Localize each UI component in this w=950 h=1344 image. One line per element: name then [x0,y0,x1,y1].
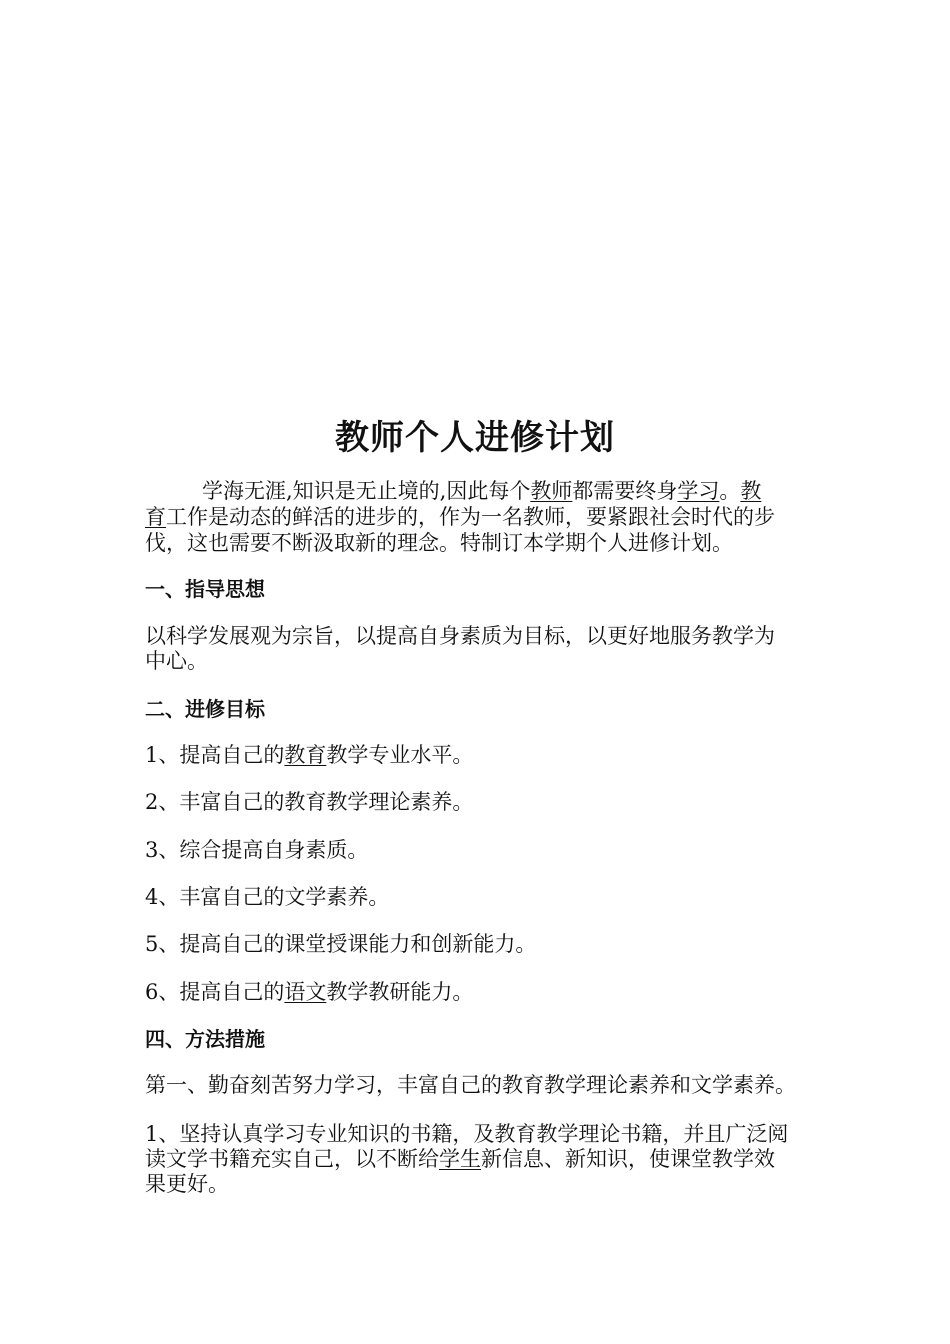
methods-item-1-line-1: 1、坚持认真学习专业知识的书籍，及教育教学理论书籍，并且广泛阅 [145,1122,789,1146]
goal-text: 1、提高自己的 [145,743,285,767]
methods-item-1-line-3: 果更好。 [145,1172,229,1196]
methods-paragraph-1: 第一、勤奋刻苦努力学习，丰富自己的教育教学理论素养和文学素养。 [145,1073,796,1097]
link-chinese[interactable]: 语文 [284,980,327,1004]
link-study[interactable]: 学习 [677,479,720,503]
link-students[interactable]: 学生 [439,1147,481,1171]
intro-text: 学海无涯,知识是无止境的,因此每个 [202,479,531,503]
goal-item-3: 3、综合提高自身素质。 [145,838,369,862]
intro-line-3: 伐，这也需要不断汲取新的理念。特制订本学期个人进修计划。 [145,531,733,555]
intro-line-1 [145,479,815,504]
guiding-line-1: 以科学发展观为宗旨，以提高自身素质为目标，以更好地服务教学为 [145,624,775,648]
intro-text: 工作是动态的鲜活的进步的，作为一名教师，要紧跟社会时代的步 [166,505,775,529]
goal-item-2: 2、丰富自己的教育教学理论素养。 [145,790,474,814]
intro-line-2 [145,505,815,530]
guiding-line-2: 中心。 [145,649,208,673]
goal-text: 教学专业水平。 [326,743,474,767]
section-heading-guiding: 一、指导思想 [145,577,265,601]
link-education[interactable]: 育 [145,505,166,529]
methods-text: 读文学书籍充实自己，以不断给 [145,1147,439,1171]
section-heading-goals: 二、进修目标 [145,697,265,721]
goal-text: 教学教研能力。 [326,980,474,1004]
goal-item-6 [145,980,815,1005]
document-title: 教师个人进修计划 [335,418,615,458]
link-education[interactable]: 教育 [284,743,327,767]
goal-item-4: 4、丰富自己的文学素养。 [145,885,390,909]
section-heading-methods: 四、方法措施 [145,1027,265,1051]
link-education[interactable]: 教 [740,479,762,503]
link-teacher[interactable]: 教师 [530,479,573,503]
intro-text: 。 [719,479,741,503]
intro-text: 都需要终身 [572,479,678,503]
goal-item-1 [145,743,815,768]
goal-text: 6、提高自己的 [145,980,285,1004]
methods-item-1-line-2 [145,1147,815,1172]
methods-text: 新信息、新知识，使课堂教学效 [481,1147,775,1171]
goal-item-5: 5、提高自己的课堂授课能力和创新能力。 [145,932,537,956]
